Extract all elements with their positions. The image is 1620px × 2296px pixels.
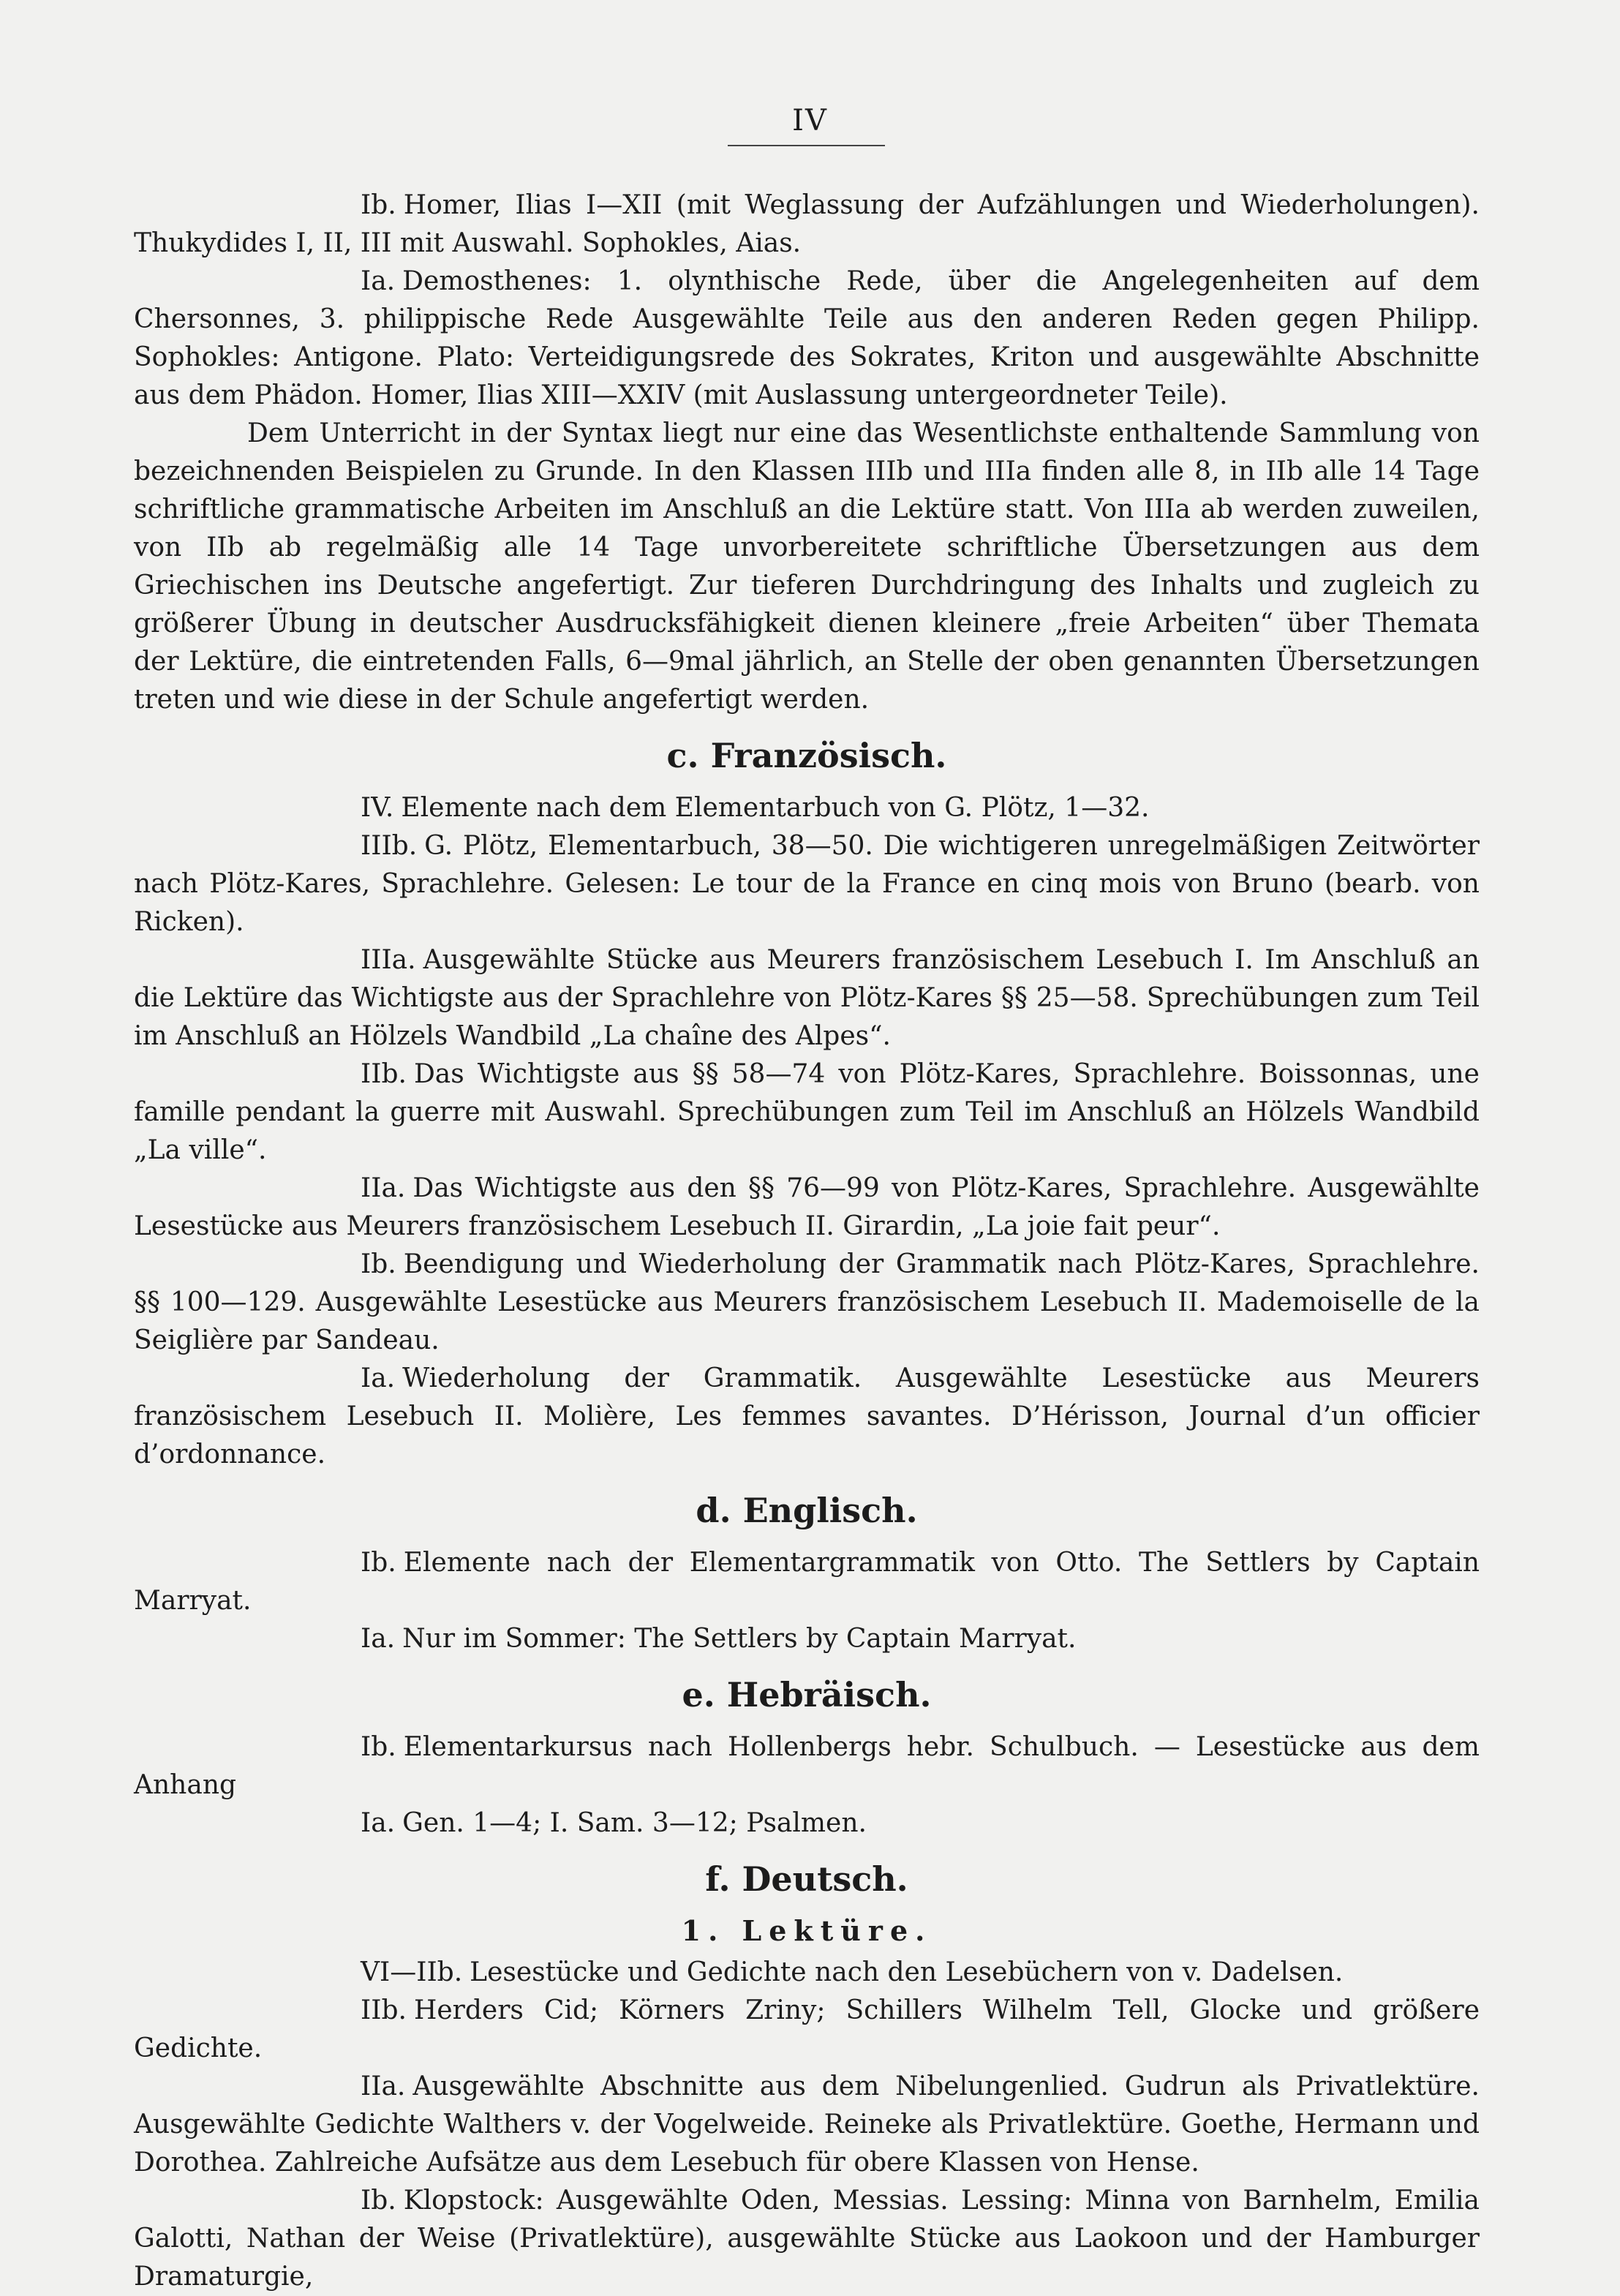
paragraph-text: Das Wichtigste aus den §§ 76—99 von Plötz-Kares, Sprachlehre. Ausgewählte Lesestücke aus Meurers französischem Lesebuch II. Girardin, „La joie fait peur“. — [134, 1173, 1480, 1241]
paragraph-iv-french — [134, 789, 1480, 827]
paragraph-iia-german — [134, 2068, 1480, 2182]
paragraph-ib-english — [134, 1544, 1480, 1620]
paragraph-ia-hebrew — [134, 1804, 1480, 1843]
paragraph-text: Elemente nach dem Elementarbuch von G. Plötz, 1—32. — [401, 793, 1150, 823]
english-section — [134, 1490, 1480, 1658]
paragraph-label: IV. — [361, 793, 394, 823]
paragraph-text: Wiederholung der Grammatik. Ausgewählte Lesestücke aus Meurers französischem Lesebuch II. Molière, Les femmes savantes. D’Hérisson, Journal d’un officier d’ordonnance. — [134, 1363, 1480, 1469]
paragraph-label: IIa. — [361, 1173, 406, 1203]
paragraph-label: VI—IIb. — [361, 1957, 463, 1987]
paragraph-ib-french — [134, 1246, 1480, 1360]
french-section — [134, 735, 1480, 1474]
paragraph-iiib-french — [134, 827, 1480, 941]
paragraph-text: Elementarkursus nach Hollenbergs hebr. Schulbuch. — Lesestücke aus dem Anhang — [134, 1732, 1480, 1800]
page-body — [134, 187, 1480, 2296]
paragraph-label: Ia. — [361, 1808, 396, 1838]
paragraph-ib-german — [134, 2182, 1480, 2296]
paragraph-text: Ausgewählte Stücke aus Meurers französischem Lesebuch I. Im Anschluß an die Lektüre das Wichtigste aus der Sprachlehre von Plötz-Kares §§ 25—58. Sprechübungen zum Teil im Anschluß an Hölzels Wandbild „La chaîne des Alpes“. — [134, 945, 1480, 1051]
paragraph-label: Ia. — [361, 1363, 396, 1393]
paragraph-label: IIIa. — [361, 945, 416, 975]
paragraph-iia-french — [134, 1170, 1480, 1246]
paragraph-text: Homer, Ilias I—XII (mit Weglassung der Aufzählungen und Wiederholungen). Thukydides I, II, III mit Auswahl. Sophokles, Aias. — [134, 190, 1480, 258]
paragraph-ia-greek — [134, 263, 1480, 415]
paragraph-label: Ia. — [361, 1624, 396, 1654]
paragraph-text: Ausgewählte Abschnitte aus dem Nibelungenlied. Gudrun als Privatlektüre. Ausgewählte Gedichte Walthers v. der Vogelweide. Reineke als Privatlektüre. Goethe, Hermann und Dorothea. Zahlreiche Aufsätze aus dem Lesebuch für obere Klassen von Hense. — [134, 2071, 1480, 2178]
paragraph-text: Das Wichtigste aus §§ 58—74 von Plötz-Kares, Sprachlehre. Boissonnas, une famille pendant la guerre mit Auswahl. Sprechübungen zum Teil im Anschluß an Hölzels Wandbild „La ville“. — [134, 1059, 1480, 1165]
subsection-heading-lektuere: 1. Lektüre. — [681, 1914, 933, 1947]
paragraph-iib-french — [134, 1055, 1480, 1170]
paragraph-ia-french — [134, 1360, 1480, 1474]
page-number: IV — [792, 104, 828, 138]
paragraph-label: Ib. — [361, 2186, 396, 2216]
section-heading-english: d. Englisch. — [696, 1491, 918, 1530]
paragraph-ia-english — [134, 1620, 1480, 1658]
paragraph-label: Ib. — [361, 190, 396, 220]
paragraph-label: IIb. — [361, 1059, 407, 1089]
paragraph-iiia-french — [134, 941, 1480, 1055]
paragraph-text: Dem Unterricht in der Syntax liegt nur eine das Wesentlichste enthaltende Sammlung von bezeichnenden Beispielen zu Grunde. In den Klassen IIIb und IIIa finden alle 8, in IIb alle 14 Tage schriftliche grammatische Arbeiten im Anschluß an die Lektüre statt. Von IIIa ab werden zuweilen, von IIb ab regelmäßig alle 14 Tage unvorbereitete schriftliche Übersetzungen aus dem Griechischen ins Deutsche angefertigt. Zur tieferen Durchdringung des Inhalts und zugleich zu größerer Übung in deutscher Ausdrucksfähigkeit dienen kleinere „freie Arbeiten“ über Themata der Lektüre, die eintretenden Falls, 6—9mal jährlich, an Stelle der oben genannten Übersetzungen treten und wie diese in der Schule angefertigt werden. — [134, 418, 1480, 715]
header-divider — [728, 145, 885, 146]
paragraph-label: IIIb. — [361, 831, 418, 861]
german-section — [134, 1859, 1480, 2296]
paragraph-label: Ib. — [361, 1548, 396, 1578]
section-heading-german: f. Deutsch. — [705, 1859, 908, 1899]
paragraph-text: Elemente nach der Elementargrammatik von Otto. The Settlers by Captain Marryat. — [134, 1548, 1480, 1616]
paragraph-iib-german — [134, 1992, 1480, 2068]
section-heading-french: c. Französisch. — [666, 736, 947, 775]
greek-section — [134, 187, 1480, 719]
paragraph-label: Ia. — [361, 266, 396, 296]
paragraph-text: Klopstock: Ausgewählte Oden, Messias. Lessing: Minna von Barnhelm, Emilia Galotti, Nathan der Weise (Privatlektüre), ausgewählte Stücke aus Laokoon und der Hamburger Dramaturgie, — [134, 2186, 1480, 2292]
paragraph-text: Gen. 1—4; I. Sam. 3—12; Psalmen. — [402, 1808, 867, 1838]
paragraph-label: IIa. — [361, 2071, 406, 2101]
paragraph-text: Nur im Sommer: The Settlers by Captain Marryat. — [402, 1624, 1077, 1654]
paragraph-label: Ib. — [361, 1249, 396, 1279]
section-heading-hebrew: e. Hebräisch. — [682, 1675, 932, 1715]
paragraph-text: Lesestücke und Gedichte nach den Lesebüchern von v. Dadelsen. — [470, 1957, 1344, 1987]
hebrew-section — [134, 1674, 1480, 1843]
paragraph-text: Herders Cid; Körners Zriny; Schillers Wilhelm Tell, Glocke und größere Gedichte. — [134, 1995, 1480, 2063]
paragraph-text: G. Plötz, Elementarbuch, 38—50. Die wichtigeren unregelmäßigen Zeitwörter nach Plötz-Kares, Sprachlehre. Gelesen: Le tour de la France en cinq mois von Bruno (bearb. von Ricken). — [134, 831, 1480, 937]
paragraph-ib-hebrew — [134, 1728, 1480, 1804]
paragraph-ib-greek — [134, 187, 1480, 263]
paragraph-label: IIb. — [361, 1995, 407, 2025]
paragraph-text: Beendigung und Wiederholung der Grammatik nach Plötz-Kares, Sprachlehre. §§ 100—129. Ausgewählte Lesestücke aus Meurers französischem Lesebuch II. Mademoiselle de la Seiglière par Sandeau. — [134, 1249, 1480, 1355]
paragraph-syntax-note — [134, 415, 1480, 719]
paragraph-text: Demosthenes: 1. olynthische Rede, über die Angelegenheiten auf dem Chersonnes, 3. philippische Rede Ausgewählte Teile aus den anderen Reden gegen Philipp. Sophokles: Antigone. Plato: Verteidigungsrede des Sokrates, Kriton und ausgewählte Abschnitte aus dem Phädon. Homer, Ilias XIII—XXIV (mit Auslassung untergeordneter Teile). — [134, 266, 1480, 410]
paragraph-vi-iib-german — [134, 1954, 1480, 1992]
paragraph-label: Ib. — [361, 1732, 396, 1762]
